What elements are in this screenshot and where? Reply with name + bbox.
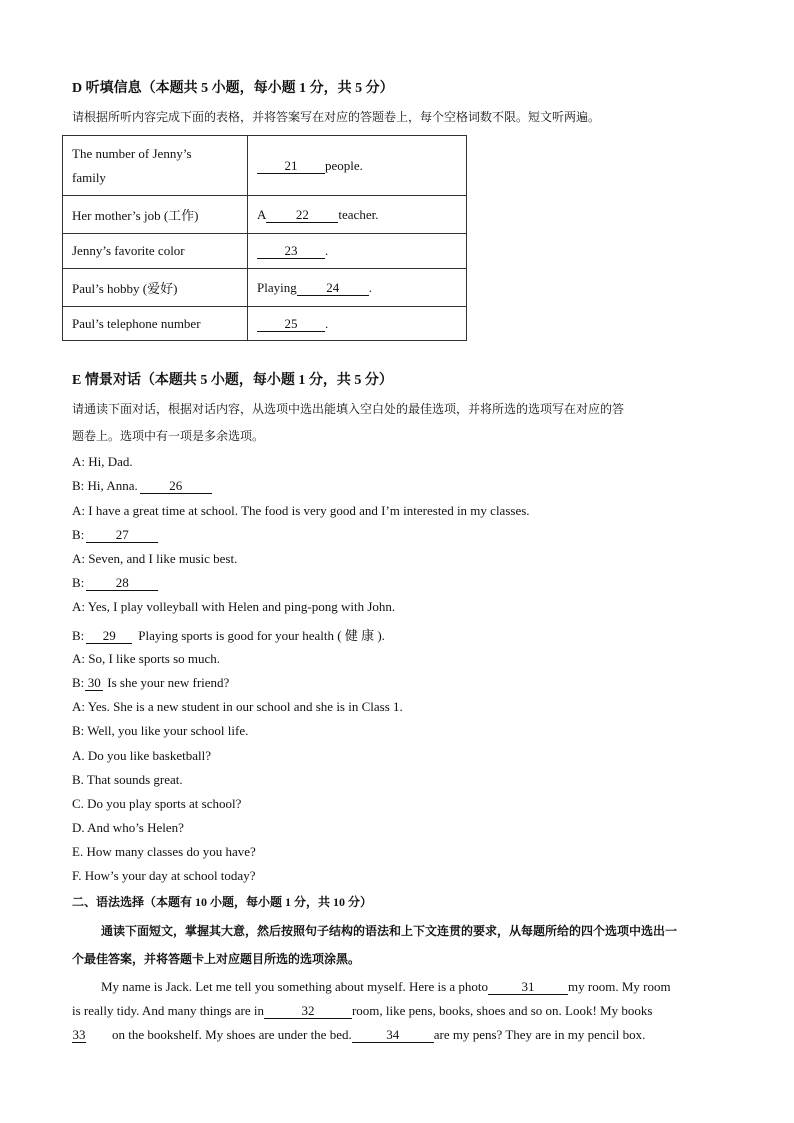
grammar-instruction-line1: 通读下面短文，掌握其大意，然后按照句子结构的语法和上下文连贯的要求，从每题所给的四个选项中选出一 <box>101 924 678 938</box>
answer-suffix: teacher. <box>338 206 379 222</box>
answer-blank-31[interactable]: 31 <box>488 980 568 995</box>
table-answer-cell <box>248 234 467 269</box>
table-row <box>63 269 467 307</box>
answer-blank-30[interactable]: 30 <box>85 676 103 691</box>
table-answer-cell <box>248 307 467 341</box>
answer-suffix: people. <box>325 157 363 173</box>
option-e: E. How many classes do you have? <box>72 844 256 859</box>
answer-blank-27[interactable]: 27 <box>86 528 158 543</box>
table-answer-cell <box>248 196 467 234</box>
dialogue-text: Is she your new friend? <box>107 675 230 690</box>
option-d: D. And who’s Helen? <box>72 820 184 835</box>
passage-text: are my pens? They are in my pencil box. <box>433 1027 646 1042</box>
dialogue-speaker: B: <box>72 575 85 590</box>
table-row <box>63 307 467 341</box>
row-label: Paul’s hobby (爱好) <box>63 269 248 307</box>
answer-prefix: A <box>257 206 267 222</box>
passage-text: my room. My room <box>568 979 671 994</box>
table-answer-cell <box>248 269 467 307</box>
option-f: F. How’s your day at school today? <box>72 868 256 883</box>
dialogue-line: A: So, I like sports so much. <box>72 651 221 666</box>
table-label-cell <box>63 136 248 196</box>
dialogue-speaker: B: <box>72 628 85 643</box>
passage-text: My name is Jack. Let me tell you something about myself. Here is a photo <box>101 979 489 994</box>
option-a: A. Do you like basketball? <box>72 748 211 763</box>
row-label: Paul’s telephone number <box>63 307 248 341</box>
option-b: B. That sounds great. <box>72 772 183 787</box>
answer-blank-24[interactable]: 24 <box>297 281 369 296</box>
dialogue-line <box>72 625 385 644</box>
dialogue-line <box>72 575 158 591</box>
answer-blank-32[interactable]: 32 <box>264 1004 352 1019</box>
answer-suffix: . <box>325 315 329 331</box>
option-c: C. Do you play sports at school? <box>72 796 242 811</box>
dialogue-line: A: I have a great time at school. The food is very good and I’m interested in my classes. <box>72 503 530 518</box>
dialogue-line: A: Yes, I play volleyball with Helen and ping-pong with John. <box>72 599 396 614</box>
passage-line <box>101 979 671 995</box>
answer-blank-29[interactable]: 29 <box>86 629 132 644</box>
table-row <box>63 196 467 234</box>
dialogue-line: A: Hi, Dad. <box>72 454 133 469</box>
row-label-line1: The number of Jenny’s <box>72 145 192 161</box>
info-table <box>62 135 467 341</box>
dialogue-line <box>72 675 229 691</box>
passage-line <box>72 1003 652 1019</box>
grammar-section-title: 二、语法选择（本题有 10 小题，每小题 1 分，共 10 分） <box>72 895 373 909</box>
section-e-instruction-line2: 题卷上。选项中有一项是多余选项。 <box>72 429 265 443</box>
section-e-instruction-line1: 请通读下面对话，根据对话内容，从选项中选出能填入空白处的最佳选项，并将所选的选项写在对应的答 <box>72 402 625 416</box>
dialogue-line <box>72 527 158 543</box>
answer-blank-28[interactable]: 28 <box>86 576 158 591</box>
answer-blank-22[interactable]: 22 <box>266 208 338 223</box>
passage-text: is really tidy. And many things are in <box>72 1003 264 1018</box>
passage-text: room, like pens, books, shoes and so on. Look! My books <box>351 1003 653 1018</box>
answer-blank-26[interactable]: 26 <box>140 479 212 494</box>
dialogue-line: B: Well, you like your school life. <box>72 723 249 738</box>
dialogue-speaker: B: Hi, Anna. <box>72 478 138 493</box>
passage-line <box>72 1027 645 1043</box>
dialogue-line <box>72 478 212 494</box>
dialogue-speaker: B: <box>72 527 85 542</box>
answer-blank-34[interactable]: 34 <box>352 1028 434 1043</box>
answer-blank-23[interactable]: 23 <box>257 244 325 259</box>
dialogue-line: A: Seven, and I like music best. <box>72 551 238 566</box>
dialogue-line: A: Yes. She is a new student in our school and she is in Class 1. <box>72 699 403 714</box>
row-label: Her mother’s job (工作) <box>63 196 248 234</box>
answer-suffix: . <box>368 279 372 295</box>
table-answer-cell <box>248 136 467 196</box>
table-row <box>63 234 467 269</box>
dialogue-speaker: B: <box>72 675 85 690</box>
row-label: Jenny’s favorite color <box>63 234 248 269</box>
section-d-title: D 听填信息（本题共 5 小题，每小题 1 分，共 5 分） <box>72 81 394 96</box>
section-e-title: E 情景对话（本题共 5 小题，每小题 1 分，共 5 分） <box>72 373 393 388</box>
section-d-instruction: 请根据所听内容完成下面的表格，并将答案写在对应的答题卷上，每个空格词数不限。短文听两遍。 <box>72 110 601 124</box>
table-row <box>63 136 467 196</box>
answer-blank-21[interactable]: 21 <box>257 159 325 174</box>
answer-suffix: . <box>325 243 329 258</box>
dialogue-text: Playing sports is good for your health ( 健 康 ). <box>138 628 385 643</box>
answer-prefix: Playing <box>257 279 297 295</box>
answer-blank-25[interactable]: 25 <box>257 317 325 332</box>
passage-text: on the bookshelf. My shoes are under the bed. <box>112 1027 352 1042</box>
answer-blank-33[interactable]: 33 <box>72 1027 86 1042</box>
grammar-instruction-line2: 个最佳答案，并将答题卡上对应题目所选的选项涂黑。 <box>72 952 361 966</box>
row-label-line2: family <box>72 169 106 185</box>
